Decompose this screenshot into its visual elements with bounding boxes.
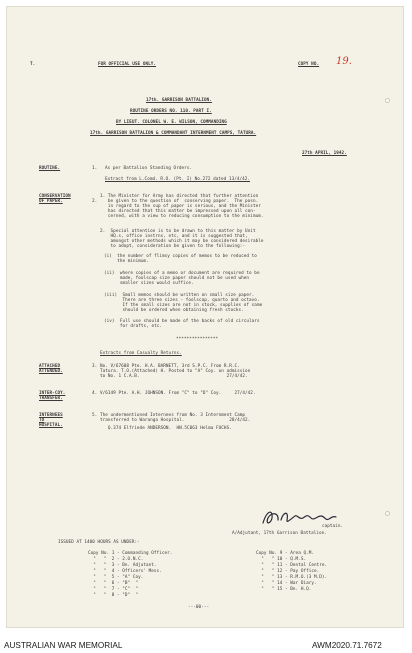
routine-heading: ROUTINE. xyxy=(39,166,61,171)
paragraph-2-line: amongst other methods which it may be considered desirable xyxy=(100,239,264,244)
distribution-left-item: " " 2 - 2.O.N.C. xyxy=(88,557,144,562)
distribution-left-item: Copy No. 1 - Commanding Officer. xyxy=(88,551,173,556)
entry-line: to No. 1 C.A.B. 27/4/42. xyxy=(100,374,248,379)
distribution-right-item: " " 11 - Dental Centre. xyxy=(256,563,328,568)
paragraph-2-line: 2. Special attention is to be drawn to this matter by Unit xyxy=(100,229,256,234)
inter-coy-heading: INTER-COY. xyxy=(39,391,66,396)
internees-heading-2: TO xyxy=(39,418,45,423)
list-item-iii: (iii) Small memos should be written on small size paper. xyxy=(104,293,255,298)
orders-title: ROUTINE ORDERS NO. 110. PART I. xyxy=(130,109,212,114)
routine-number: 1. xyxy=(92,166,98,171)
archive-accession-number: AWM2020.71.7672 xyxy=(312,641,382,650)
distribution-right-item: " " 13 - R.M.O.(3 M.D). xyxy=(256,575,328,580)
entry-line: The undermentioned Internees from No. 3 Internment Camp xyxy=(100,413,246,418)
distribution-right-item: Copy No. 9 - Area Q.M. xyxy=(256,551,315,556)
paragraph-1-line: cerned, with a view to reducing consumption to the minimum. xyxy=(100,214,264,219)
punch-hole xyxy=(385,511,390,516)
extract-heading: Extract from L.Comd. R.O. (Pt. I) No.272 dated 13/4/42. xyxy=(105,177,251,182)
paragraph-1-line: has directed that this matter be impressed upon all con- xyxy=(100,209,256,214)
distribution-left-item: " " 3 - Bn. Adjutant. xyxy=(88,563,157,568)
routine-text: As per Battalion Standing Orders. xyxy=(105,166,193,171)
classification: FOR OFFICIAL USE ONLY. xyxy=(98,62,157,67)
battalion-title: 17th. GARRISON BATTALION. xyxy=(146,98,212,103)
entry-line: No. V/67608 Pte. H.A. BARNETT, 3rd S.P.C. From R.R.C. xyxy=(100,364,240,369)
distribution-right-item: " " 15 - Bn. H.Q. xyxy=(256,587,312,592)
internees-heading: INTERNEES xyxy=(39,413,63,418)
list-item-iii: should be ordered when obtaining fresh stocks. xyxy=(104,308,244,313)
list-item-i: (i) the number of flimsy copies of memos to be reduced to xyxy=(104,254,257,259)
distribution-left-item: " " 5 - "A" Coy. xyxy=(88,575,144,580)
list-item-ii: (ii) where copies of a memo or document are required to be xyxy=(104,271,260,276)
attached-heading-2: ATTENDED. xyxy=(39,369,63,374)
entry-line: Tatura. T.O.(Attached) H. Posted to "A" Coy. on admission xyxy=(100,369,251,374)
conservation-heading-2: OF PAPER. xyxy=(39,199,63,204)
list-item-ii: smaller sizes would suffice. xyxy=(104,281,194,286)
entry-number: 5. xyxy=(92,413,98,418)
unit-title: 17th. GARRISON BATTALION & COMMANDANT INTERNMENT CAMPS, TATURA. xyxy=(90,131,257,136)
casualty-returns-heading: Extracts from Casualty Returns. xyxy=(100,351,182,356)
order-date: 27th APRIL, 1942. xyxy=(302,151,347,156)
entry-line: transferred to Waranga Hospital. 28/4/42. xyxy=(100,418,251,423)
distribution-right-item: " " 12 - Pay Office. xyxy=(256,569,320,574)
paragraph-1-line: in regard to the sup of paper is serious, and the Minister xyxy=(100,204,261,209)
distribution-left-item: " " 8 - "D" " xyxy=(88,593,139,598)
distribution-right-item: " " 14 - War Diary. xyxy=(256,581,317,586)
conservation-heading: CONSERVATION xyxy=(39,194,71,199)
list-item-iii: There are three sizes - foolscap, quarto and octavo. xyxy=(104,298,260,303)
distribution-left-item: " " 6 - "B" " xyxy=(88,581,139,586)
inter-coy-heading-2: TRANSFER. xyxy=(39,396,63,401)
signature-rank: captain. xyxy=(322,524,344,529)
archive-credit: AUSTRALIAN WAR MEMORIAL xyxy=(4,641,123,650)
distribution-left-item: " " 7 - "C" " xyxy=(88,587,139,592)
internees-heading-3: HOSPITAL. xyxy=(39,423,63,428)
list-item-i: the minimum. xyxy=(104,259,149,264)
paragraph-1-line: 1. The Minister for Army has directed that further attention xyxy=(100,194,259,199)
attached-heading: ATTACHED xyxy=(39,364,61,369)
list-item-iv: (iv) Full use should be made of the backs of old circulars xyxy=(104,319,260,324)
separator-stars: **************** xyxy=(176,337,219,342)
entry-line: V/6149 Pte. A.H. JOHNSON. From "C" to "D" Coy. 27/4/42. xyxy=(100,391,256,396)
t-mark: T. xyxy=(30,62,36,67)
signature-title: A/Adjutant, 17th Garrison Battalion. xyxy=(232,531,327,536)
paragraph-2-line: to adopt, consideration be given to the following:- xyxy=(100,244,246,249)
entry-number: 4. xyxy=(92,391,98,396)
paragraph-2-line: HQ.s, office instrns, etc, and it is suggested that, xyxy=(100,234,248,239)
distribution-right-item: " " 10 - Q.M.S. xyxy=(256,557,307,562)
paragraph-1-line: be given to the question of conserving paper. The posn. xyxy=(100,199,259,204)
punch-hole xyxy=(385,98,390,103)
entry-line: Q.374 Elfriede ANDERSON. HN.5C063 Helma FUCHS. xyxy=(100,426,232,431)
distribution-left-item: " " 4 - Officers' Mess. xyxy=(88,569,162,574)
end-marker: ---00--- xyxy=(188,605,210,610)
copy-number-handwritten: 19. xyxy=(336,56,352,67)
list-item-iii: If the small sizes are not in stock, supplies of same xyxy=(104,303,263,308)
conservation-number: 2. xyxy=(92,199,98,204)
list-item-iv: for drafts, etc. xyxy=(104,324,163,329)
list-item-ii: made, foolscap size paper should not be used when xyxy=(104,276,250,281)
commanding-officer-line: BY LIEUT. COLONEL W. E. WILSON, COMMANDING xyxy=(116,120,227,125)
entry-number: 3. xyxy=(92,364,98,369)
copy-number-label: COPY NO. xyxy=(298,62,320,67)
distribution-heading: ISSUED AT 1400 HOURS AS UNDER:- xyxy=(58,540,140,545)
document-page xyxy=(6,6,404,628)
